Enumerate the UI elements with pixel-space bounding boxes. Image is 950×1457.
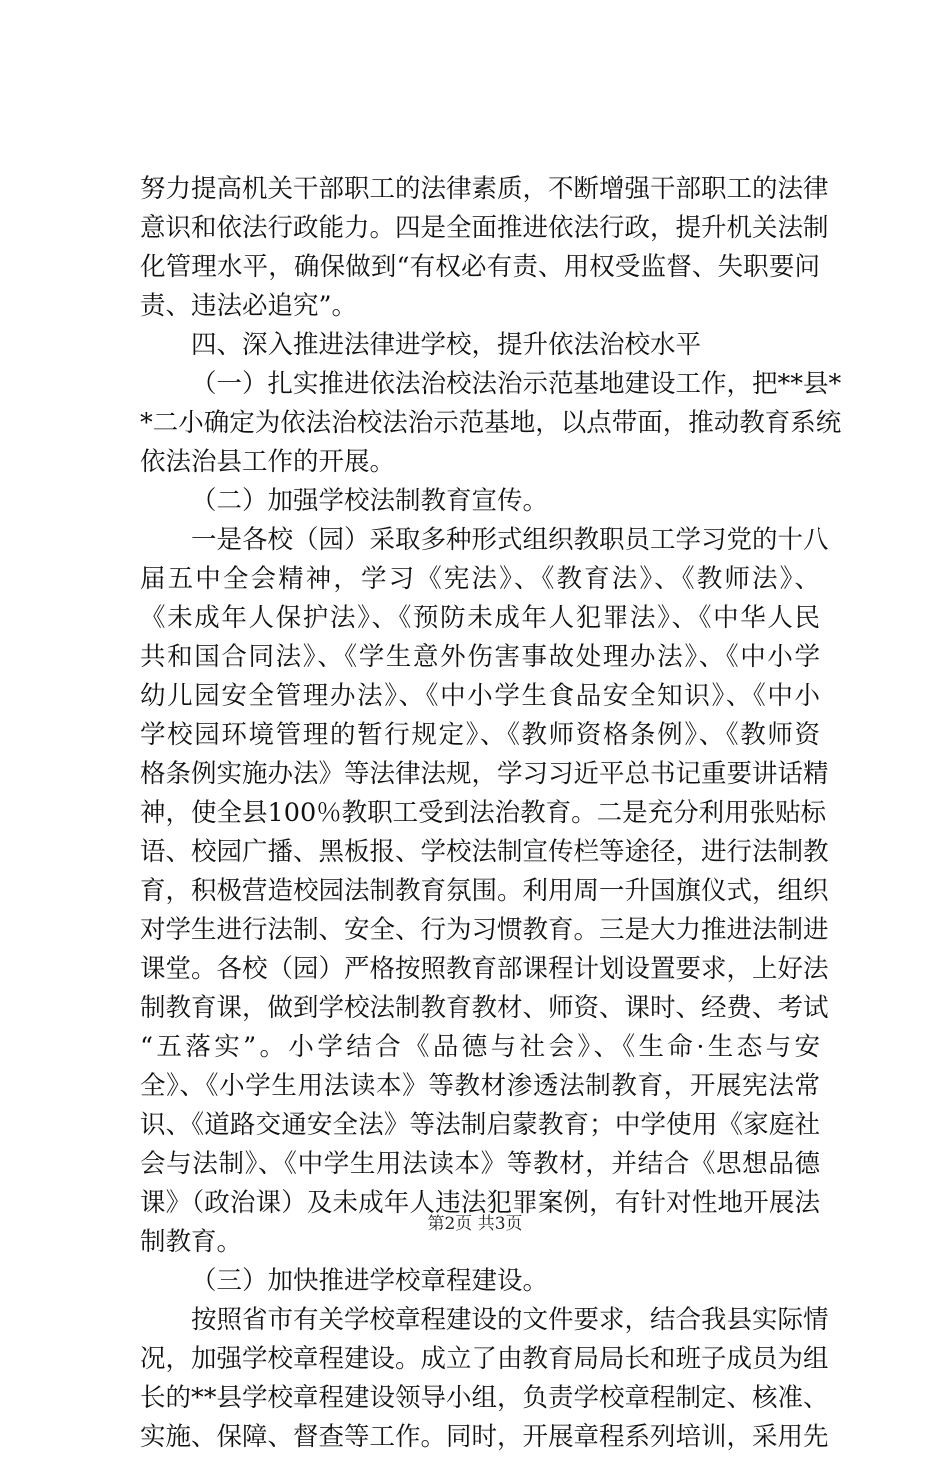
text-line: 按照省市有关学校章程建设的文件要求，结合我县实际情 bbox=[191, 1305, 829, 1335]
text-line: 努力提高机关干部职工的法律素质，不断增强干部职工的法律 bbox=[140, 174, 829, 204]
text-line: 幼儿园安全管理办法》、《中小学生食品安全知识》、《中小 bbox=[140, 681, 820, 711]
text-line: 况，加强学校章程建设。成立了由教育局局长和班子成员为组 bbox=[140, 1344, 829, 1374]
text-line: 责、违法必追究”。 bbox=[140, 291, 358, 321]
text-line: *二小确定为依法治校法治示范基地，以点带面，推动教育系统 bbox=[140, 408, 842, 438]
text-line: 依法治县工作的开展。 bbox=[140, 447, 396, 477]
text-line: 识、《道路交通安全法》等法制启蒙教育；中学使用《家庭社 bbox=[140, 1110, 820, 1140]
section-heading: 四、深入推进法律进学校，提升依法治校水平 bbox=[191, 330, 702, 360]
text-line: 实施、保障、督查等工作。同时，开展章程系列培训，采用先 bbox=[140, 1422, 829, 1452]
text-line: 育，积极营造校园法制教育氛围。利用周一升国旗仪式，组织 bbox=[140, 876, 829, 906]
text-line: 长的**县学校章程建设领导小组，负责学校章程制定、核准、 bbox=[140, 1383, 829, 1413]
page-number-label: 第2页 共3页 bbox=[427, 1214, 523, 1234]
subsection-heading: （三）加快推进学校章程建设。 bbox=[191, 1266, 549, 1296]
text-line: 届五中全会精神，学习《宪法》、《教育法》、《教师法》、 bbox=[140, 564, 820, 594]
text-line: 意识和依法行政能力。四是全面推进依法行政，提升机关法制 bbox=[140, 213, 829, 243]
text-line: 一是各校（园）采取多种形式组织教职员工学习党的十八 bbox=[191, 525, 829, 555]
text-line: 学校园环境管理的暂行规定》、《教师资格条例》、《教师资 bbox=[140, 720, 820, 750]
text-line: 制教育。 bbox=[140, 1227, 243, 1257]
text-line: 对学生进行法制、安全、行为习惯教育。三是大力推进法制进 bbox=[140, 915, 829, 945]
text-line: 制教育课，做到学校法制教育教材、师资、课时、经费、考试 bbox=[140, 993, 829, 1023]
subsection-line: （一）扎实推进依法治校法治示范基地建设工作，把**县* bbox=[191, 369, 842, 399]
text-line: 语、校园广播、黑板报、学校法制宣传栏等途径，进行法制教 bbox=[140, 837, 829, 867]
text-line: 《未成年人保护法》、《预防未成年人犯罪法》、《中华人民 bbox=[140, 603, 820, 633]
subsection-heading: （二）加强学校法制教育宣传。 bbox=[191, 486, 549, 516]
text-line: 格条例实施办法》等法律法规，学习习近平总书记重要讲话精 bbox=[140, 759, 829, 789]
page-footer bbox=[0, 1214, 950, 1234]
document-body bbox=[140, 170, 842, 1457]
text-line: 课堂。各校（园）严格按照教育部课程计划设置要求，上好法 bbox=[140, 954, 829, 984]
text-line: 全》、《小学生用法读本》等教材渗透法制教育，开展宪法常 bbox=[140, 1071, 820, 1101]
text-line: 课》（政治课）及未成年人违法犯罪案例，有针对性地开展法 bbox=[140, 1188, 820, 1218]
text-line: 神，使全县100％教职工受到法治教育。二是充分利用张贴标 bbox=[140, 798, 827, 828]
text-line: 会与法制》、《中学生用法读本》等教材，并结合《思想品德 bbox=[140, 1149, 820, 1179]
text-line: “五落实”。小学结合《品德与社会》、《生命·生态与安 bbox=[140, 1032, 820, 1062]
text-line: 共和国合同法》、《学生意外伤害事故处理办法》、《中小学 bbox=[140, 642, 820, 672]
text-line: 化管理水平，确保做到“有权必有责、用权受监督、失职要问 bbox=[140, 252, 820, 282]
